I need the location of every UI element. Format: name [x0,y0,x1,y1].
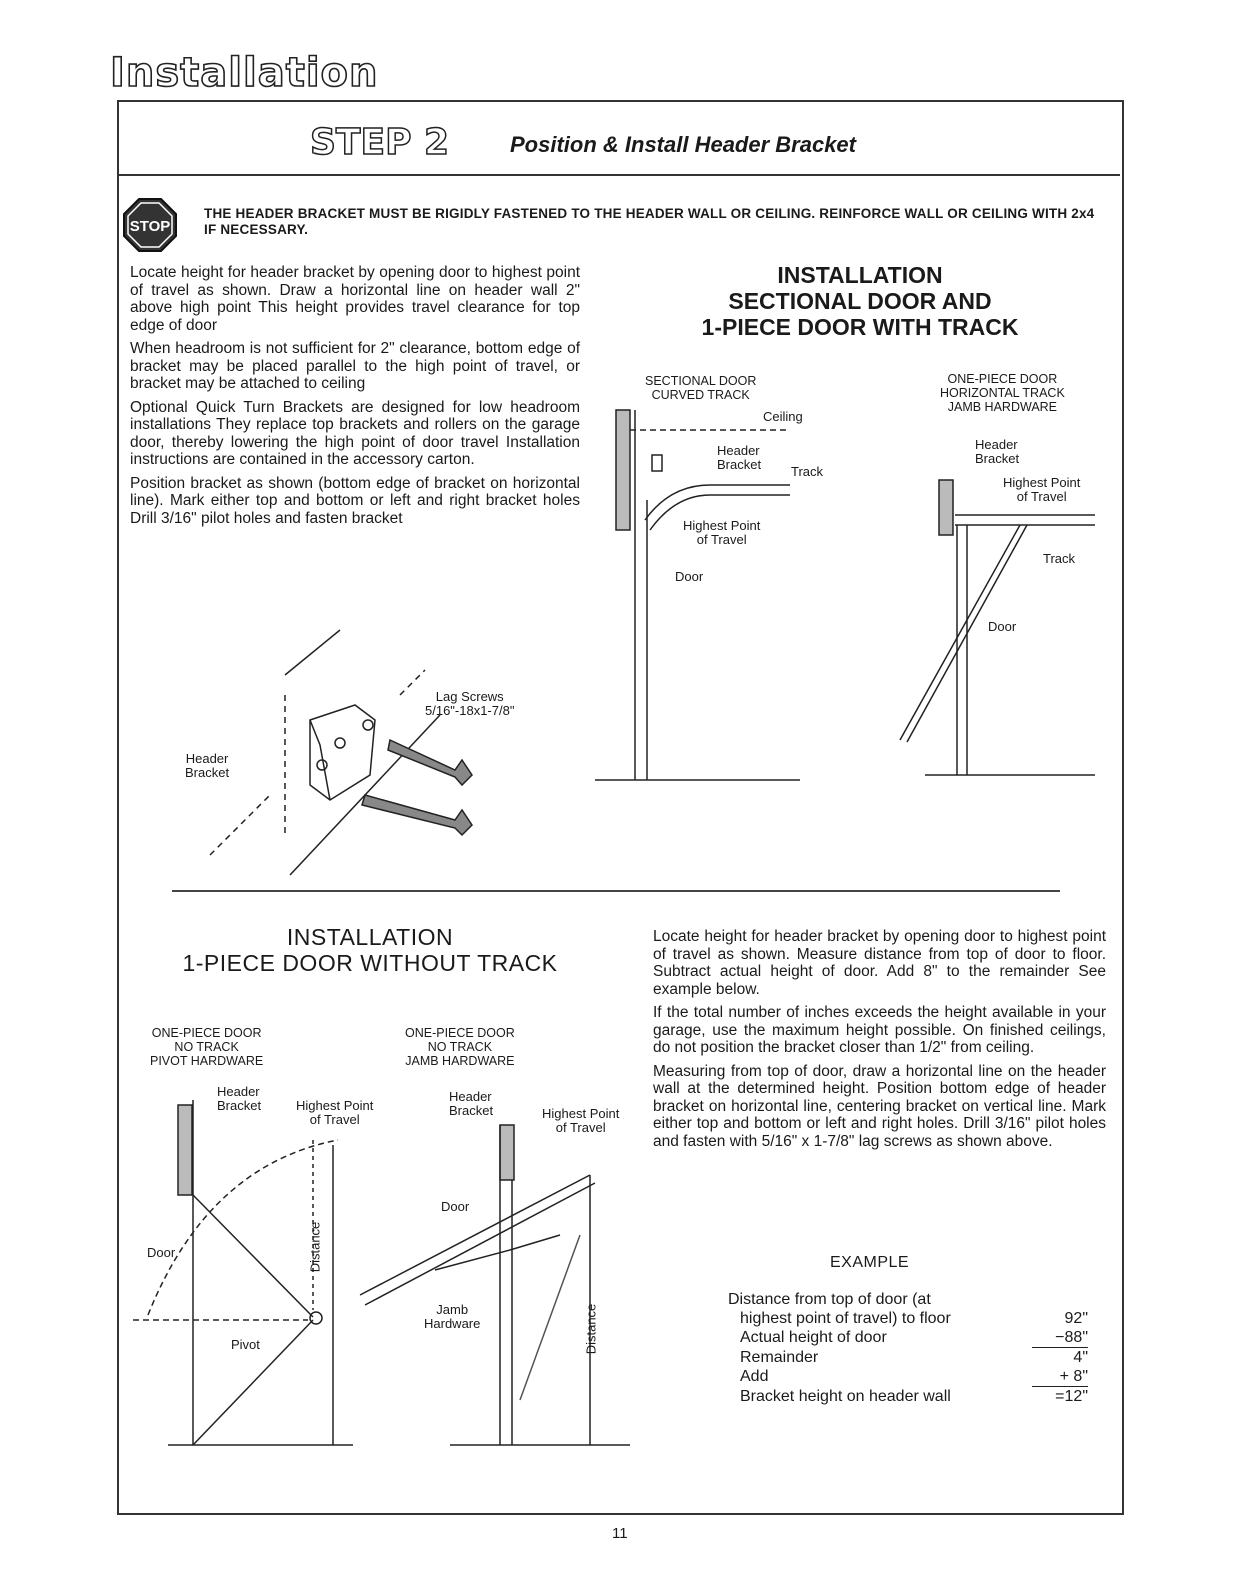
example-row [728,1348,1088,1367]
example-value: −88" [1032,1328,1088,1348]
pivot-label: Pivot [231,1337,260,1352]
jamb-door-diagram [350,1120,635,1450]
right-paragraph: Measuring from top of door, draw a horizontal line on the header wall at the determined height. Position bottom edge of header bracket on horizontal line, centering bracket on vertical line. Mark either top and bottom or left and right holes. Drill 3/16" pilot holes and fasten with 5/16" x 1-7/8" lag screws as shown above. [653,1062,1106,1150]
example-label: Bracket height on header wall [740,1388,951,1405]
door-label: Door [988,619,1017,634]
header-bracket-label: Header Bracket [975,437,1020,466]
highest-point-label: Highest Point of Travel [1003,475,1081,504]
example-label: Actual height of door [740,1329,887,1346]
example-row [728,1290,1088,1309]
example-value: =12" [1055,1388,1088,1405]
step-label: STEP 2 [310,122,450,163]
highest-point-label: Highest Point of Travel [296,1098,374,1127]
sectional-left-caption: SECTIONAL DOOR CURVED TRACK [645,374,757,402]
example-row [728,1367,1088,1387]
example-value: + 8" [1032,1367,1088,1387]
left-paragraph: When headroom is not sufficient for 2" clearance, bottom edge of bracket may be placed parallel to the high point of travel, or bracket may be attached to ceiling [130,340,580,392]
distance-label: Distance [583,1303,599,1355]
right-paragraph: Locate height for header bracket by opening door to highest point of travel as shown. Measure distance from top of door to floor. Subtract actual height of door. Add 8" to the remainder See example below. [653,928,1106,998]
right-instructions [653,928,1106,1156]
example-label: Remainder [740,1349,819,1366]
door-label: Door [147,1245,176,1260]
pivot-door-diagram [128,1095,358,1450]
example-row [728,1328,1088,1348]
section-divider [172,890,1060,892]
ceiling-label: Ceiling [763,409,803,424]
example-row [728,1387,1088,1406]
no-track-heading: INSTALLATION 1-PIECE DOOR WITHOUT TRACK [182,924,558,976]
example-value: 92" [1064,1310,1088,1327]
right-paragraph: If the total number of inches exceeds the height available in your garage, use the maximum height possible. On finished ceilings, do not position the bracket closer than 1/2" from ceiling. [653,1004,1106,1056]
example-label: Distance from top of door (at [728,1291,931,1308]
example-title: EXAMPLE [830,1254,910,1271]
example-label: highest point of travel) to floor [740,1310,951,1327]
header-bracket-label: Header Bracket [717,443,762,472]
track-label: Track [1043,551,1076,566]
track-label: Track [791,464,824,479]
stop-sign-text: STOP [129,218,171,235]
header-bracket-label: Header Bracket [449,1089,494,1118]
header-bracket-label: Header Bracket [217,1084,262,1113]
sectional-heading: INSTALLATION SECTIONAL DOOR AND 1-PIECE DOOR WITH TRACK [701,262,1019,340]
door-label: Door [675,569,704,584]
example-row [728,1309,1088,1328]
door-label: Door [441,1199,470,1214]
left-instructions [130,264,580,533]
example-value: 4" [1073,1349,1088,1366]
page-title: Installation [110,50,379,96]
bracket-label: Header Bracket [185,751,230,780]
highest-point-label: Highest Point of Travel [683,518,761,547]
jamb-caption: ONE-PIECE DOOR NO TRACK JAMB HARDWARE [405,1026,515,1068]
example-table [728,1290,1088,1406]
jamb-hardware-label: Jamb Hardware [424,1302,481,1331]
highest-point-label: Highest Point of Travel [542,1106,620,1135]
example-label: Add [740,1368,769,1385]
left-paragraph: Locate height for header bracket by opening door to highest point of travel as shown. Draw a horizontal line on header wall 2" above high point This height provides travel clearance for top edge of door [130,264,580,334]
stop-sign-icon [122,197,178,253]
left-paragraph: Position bracket as shown (bottom edge of bracket on horizontal line). Mark either top and bottom or left and right bracket holes Drill 3/16" pilot holes and fasten bracket [130,474,580,527]
sectional-right-caption: ONE-PIECE DOOR HORIZONTAL TRACK JAMB HARDWARE [940,372,1065,414]
lag-screws-label: Lag Screws 5/16"-18x1-7/8" [425,689,515,718]
distance-label: Distance [307,1221,323,1273]
bracket-figure [200,625,500,880]
pivot-caption: ONE-PIECE DOOR NO TRACK PIVOT HARDWARE [150,1026,264,1068]
page-number: 11 [612,1525,628,1542]
step-subtitle: Position & Install Header Bracket [510,132,856,157]
left-paragraph: Optional Quick Turn Brackets are designed for low headroom installations They replace top brackets and rollers on the garage door, thereby lowering the high point of door travel Installation instructions are contained in the accessory carton. [130,398,580,468]
sectional-door-diagram [590,405,820,785]
warning-text: THE HEADER BRACKET MUST BE RIGIDLY FASTENED TO THE HEADER WALL OR CEILING. REINFORCE WALL OR CEILING WITH 2x4 IF NECESSARY. [204,206,1095,237]
